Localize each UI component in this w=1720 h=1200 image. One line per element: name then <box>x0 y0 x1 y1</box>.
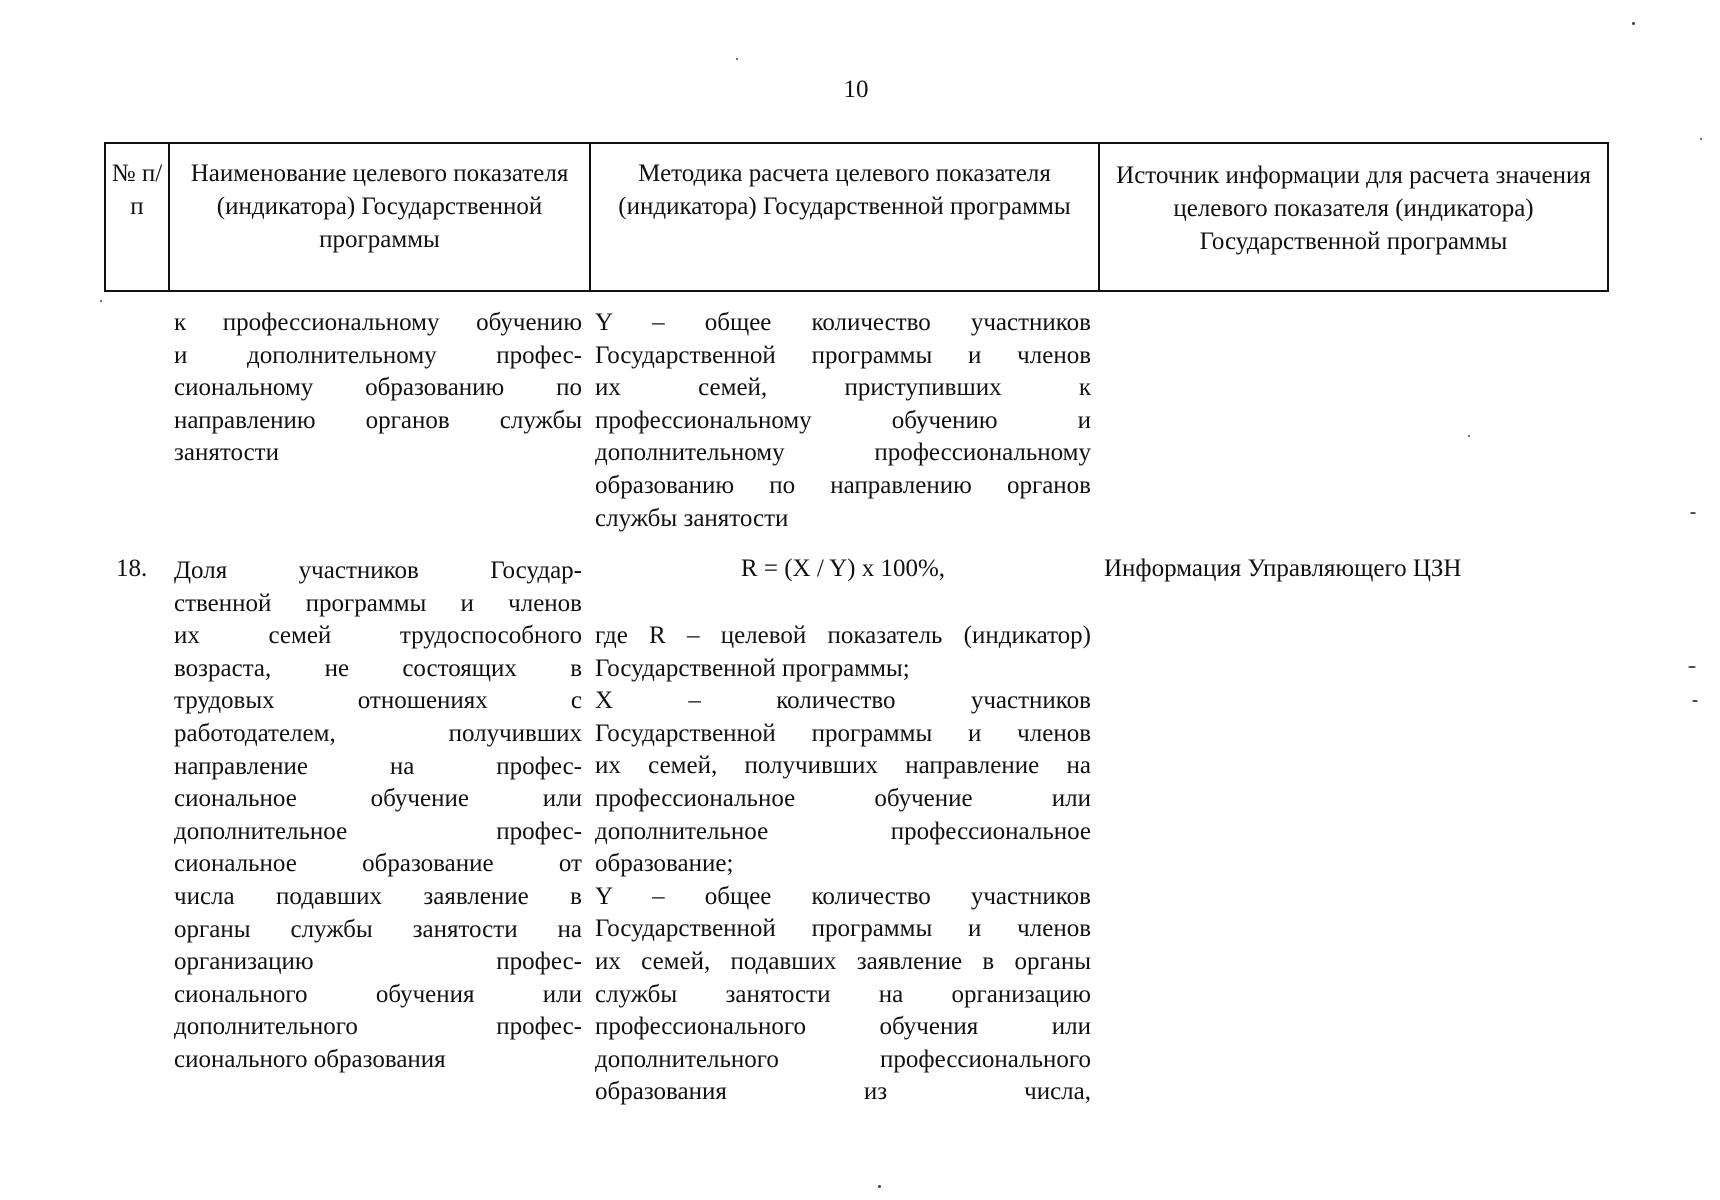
row-18-method <box>595 620 1091 1109</box>
text-line: их семей трудоспособного <box>174 622 582 650</box>
text-line: профессионального обучения или <box>595 1013 1091 1041</box>
text-line: числа подавших заявление в <box>174 882 582 910</box>
text-line: сионального образования <box>174 1045 446 1073</box>
text-line: профессиональное обучение или <box>595 784 1091 812</box>
text-line: сионального обучения или <box>174 980 582 1008</box>
text-line: дополнительному профессиональному <box>595 439 1091 467</box>
row-18-name <box>174 555 582 1077</box>
continued-row-name <box>174 307 582 470</box>
text-line: профессиональному обучению и <box>595 406 1091 434</box>
text-line: Доля участников Государ- <box>174 557 582 584</box>
text-line: дополнительное профессиональное <box>595 817 1091 845</box>
header-col-number: № п/п <box>106 144 170 290</box>
table-header <box>104 142 1609 292</box>
text-line: организацию профес- <box>174 948 582 976</box>
text-line: Государственной программы; <box>595 654 910 682</box>
text-line: Государственной программы и членов <box>595 719 1091 747</box>
row-number: 18. <box>116 555 148 582</box>
text-line: службы занятости на организацию <box>595 980 1091 1008</box>
text-line: возраста, не состоящих в <box>174 654 582 682</box>
scan-speck <box>1688 666 1696 668</box>
continued-row-method <box>595 307 1091 535</box>
text-line: образования из числа, <box>595 1078 1091 1106</box>
text-line: сиональное образование от <box>174 850 582 878</box>
header-col-indicator-name: Наименование целевого показателя (индикатора) Государственной программы <box>170 144 591 290</box>
text-line: трудовых отношениях с <box>174 687 582 715</box>
scan-speck <box>878 1185 881 1188</box>
scan-speck <box>1700 138 1702 140</box>
text-line: их семей, приступивших к <box>595 374 1091 402</box>
text-line: дополнительного профес- <box>174 1013 582 1041</box>
header-col-method: Методика расчета целевого показателя (индикатора) Государственной программы <box>591 144 1100 290</box>
page-number: 10 <box>843 76 869 103</box>
text-line: направлению органов службы <box>174 406 582 434</box>
text-line: их семей, подавших заявление в органы <box>595 947 1091 975</box>
scan-speck <box>100 300 102 302</box>
header-col-source: Источник информации для расчета значения целевого показателя (индикатора) Государственной программы <box>1116 162 1591 255</box>
text-line: дополнительного профессионального <box>595 1045 1091 1073</box>
scan-speck <box>1692 700 1698 702</box>
text-line: их семей, получивших направление на <box>595 752 1091 780</box>
scan-speck <box>1632 22 1635 25</box>
text-line: работодателем, получивших <box>174 719 582 747</box>
text-line: Y – общее количество участников <box>595 882 1091 910</box>
text-line: Государственной программы и членов <box>595 915 1091 943</box>
text-line: образованию по направлению органов <box>595 471 1091 499</box>
scan-speck <box>736 58 738 60</box>
text-line: сиональное обучение или <box>174 785 582 813</box>
formula: R = (X / Y) x 100%, <box>740 555 946 582</box>
scan-speck <box>1468 435 1470 437</box>
text-line: Y – общее количество участников <box>595 309 1091 336</box>
text-line: к профессиональному обучению <box>174 309 582 336</box>
text-line: Государственной программы и членов <box>595 341 1091 369</box>
text-line: занятости <box>174 439 279 467</box>
row-18-source: Информация Управляющего ЦЗН <box>1104 555 1462 582</box>
text-line: направление на профес- <box>174 752 582 780</box>
text-line: органы службы занятости на <box>174 915 582 943</box>
text-line: ственной программы и членов <box>174 589 582 617</box>
text-line: дополнительное профес- <box>174 817 582 845</box>
text-line: образование; <box>595 850 734 878</box>
text-line: где R – целевой показатель (индикатор) <box>595 622 1091 649</box>
text-line: и дополнительному профес- <box>174 341 582 369</box>
text-line: службы занятости <box>595 504 789 532</box>
text-line: сиональному образованию по <box>174 374 582 402</box>
text-line: X – количество участников <box>595 687 1091 715</box>
scan-speck <box>1690 512 1696 514</box>
